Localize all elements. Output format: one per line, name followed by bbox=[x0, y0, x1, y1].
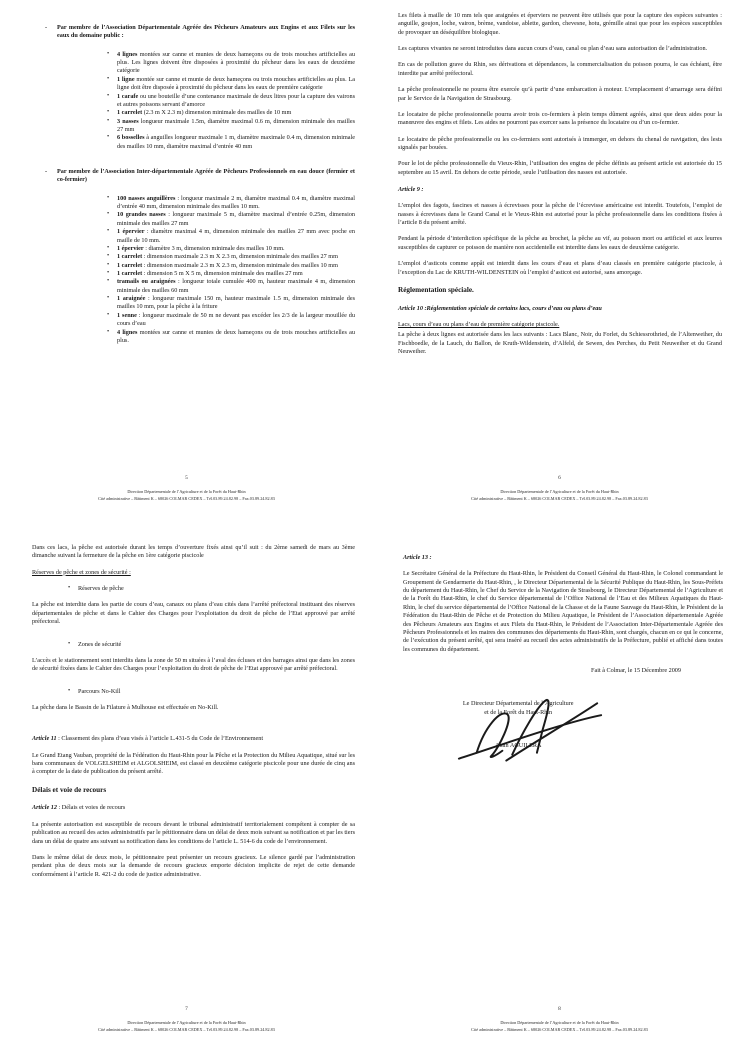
article-heading bbox=[32, 804, 355, 812]
bullet-marker: • bbox=[107, 49, 110, 57]
bullet-text: montée sur canne et munie de deux hameçons ou trois mouches artificielles au plus. La ligne doit être disposée à proximité du pêcheur dans les eaux de première catégorie bbox=[117, 75, 355, 92]
bullet-item bbox=[105, 245, 355, 253]
bullet-lead: 100 nasses anguillères bbox=[117, 194, 176, 202]
bullet-text: montées sur canne et munies de deux hameçons ou de trois mouches artificielles au plus. Les lignes doivent être disposées à proximité du pêcheur dans les eaux de deuxième catégorie bbox=[117, 50, 355, 75]
page-number: 5 bbox=[185, 475, 188, 481]
bullet-lead: 1 carafe bbox=[117, 92, 139, 100]
bullet-lead: 1 épervier bbox=[117, 244, 144, 252]
bullet-lead: 1 ligne bbox=[117, 75, 135, 83]
sub-bullet bbox=[66, 641, 355, 649]
bullet-lead: 1 carrelet bbox=[117, 261, 143, 269]
paragraph: La pêche professionnelle ne pourra être exercée qu’à partir d’une embarcation à moteur. L’emplacement d’amarrage sera défini par le Service de la Navigation de Strasbourg. bbox=[398, 86, 722, 102]
bullet-item bbox=[105, 270, 355, 278]
bullet-text: : longueur maximale de 50 m ne devant pas excéder les 2/3 de la largeur mouillée du cours d’eau bbox=[117, 311, 355, 328]
article-heading bbox=[398, 305, 722, 313]
article-title: Réglementation spéciale de certains lacs, cours d’eau ou plans d’eau bbox=[426, 304, 602, 312]
bullet-text: Parcours No-Kill bbox=[78, 687, 121, 695]
paragraph: La présente autorisation est susceptible de recours devant le tribunal administratif territorialement compétent à compter de sa publication au recueil des actes administratifs par le pétitionnaire dans un délai de deux mois suivant sa notification et par les tiers dans un délai de quatre ans suivant sa notification dans les conditions de l’article L. 514-6 du code de l’environnement. bbox=[32, 820, 355, 845]
bullet-marker: • bbox=[107, 260, 110, 268]
bullet-lead: 1 senne bbox=[117, 311, 137, 319]
bullet-text: : longueur maximale 5 m, diamètre maximal d’entrée 0.25m, dimension minimale des mailles 27 mm bbox=[117, 211, 356, 227]
bullet-text: à anguilles longueur maximale 1 m, diamètre maximale 0.4 m, dimension minimale des mailles 10 mm, diamètre maximal d’entrée 40 mm bbox=[117, 134, 356, 150]
paragraph: Les captures vivantes ne seront introduites dans aucun cours d’eau, canal ou plan d’eau sans autorisation de l’administration. bbox=[398, 45, 708, 53]
dash-text: Par membre de l’Association Inter-départementale Agréée de Pêcheurs Professionnels en eau douce (fermier et co-fermier) bbox=[57, 168, 355, 184]
bullet-lead: 1 araignée bbox=[117, 295, 146, 303]
bullet-marker: • bbox=[107, 327, 110, 335]
page-footer bbox=[0, 489, 373, 502]
page-7 bbox=[0, 531, 373, 1062]
bullet-lead: 1 carrelet bbox=[117, 269, 143, 277]
bullet-text: Zones de sécurité bbox=[78, 640, 122, 648]
bullet-lead: 1 épervier bbox=[117, 228, 145, 236]
paragraph: Le locataire de pêche professionnelle pourra avoir trois co-fermiers à plein temps dûment agréés, ainsi que deux aides pour la manœuvre des engins et filets. Les aides ne pourront pas exercer sans la présence du locataire ou d’un co-fermier. bbox=[398, 110, 722, 127]
dash-item bbox=[44, 24, 355, 41]
paragraph: Le Grand Etang Vauban, propriété de la Fédération du Haut-Rhin pour la Pêche et la Protection du Milieu Aquatique, situé sur les bans communaux de VOLGELSHEIM et ALGOLSHEIM, est classé en deuxième catégorie piscicole pour une durée de cinq ans à compter de la date de publication du présent arrêté. bbox=[32, 751, 355, 776]
bullet-lead: 6 bosselles bbox=[117, 134, 145, 142]
bullet-item bbox=[105, 278, 355, 295]
bullet-marker: • bbox=[68, 686, 71, 694]
bullet-text: (2.3 m X 2.3 m) dimension minimale des mailles de 10 mm bbox=[143, 109, 292, 117]
bullet-marker: • bbox=[107, 227, 110, 235]
bullet-lead: 4 lignes bbox=[117, 50, 138, 58]
dash-marker: - bbox=[45, 24, 48, 31]
page-number: 6 bbox=[558, 475, 561, 481]
page-5 bbox=[0, 0, 373, 531]
page-footer bbox=[0, 1020, 373, 1033]
article-heading bbox=[403, 554, 723, 562]
bullet-lead: 4 lignes bbox=[117, 328, 138, 336]
paragraph: Pendant la période d’interdiction spécifique de la pêche au brochet, la pêche au vif, au poisson mort ou artificiel et aux leurres susceptibles de capturer ce poisson de manière non accidentelle est interdite dans les eaux de deuxième catégorie. bbox=[398, 235, 722, 251]
date-line: Fait à Colmar, le 15 Décembre 2009 bbox=[591, 666, 681, 674]
page-6-content bbox=[398, 12, 722, 364]
bullet-text: Réserves de pêche bbox=[78, 585, 124, 593]
bullet-item bbox=[105, 134, 355, 151]
footer-line: Cité administrative – Bâtiment K – 68026 COLMAR CEDEX – Tél.03.89.24.82.98 – Fax.03.89.24.82.83 bbox=[98, 495, 275, 501]
bullet-text: : diamètre maximal 4 m, dimension minimale des mailles 27 mm avec poche en maille de 10 mm. bbox=[117, 228, 356, 244]
bullet-text: : longueur totale cumulée 400 m, hauteur maximale 4 m, dimension minimale des mailles 60 mm bbox=[117, 278, 355, 294]
bullet-marker: • bbox=[107, 108, 110, 116]
bullet-text: ou une bouteille d’une contenance maximale de deux litres pour la capture des vairons et autres poissons servant d’amorce bbox=[117, 92, 355, 108]
bullet-item bbox=[105, 51, 355, 76]
footer-line: Direction Départementale de l’Agriculture et de la Forêt du Haut-Rhin bbox=[127, 489, 246, 494]
signer-name: Alain AGUILERA bbox=[494, 742, 542, 750]
paragraph: L’emploi des fagots, fascines et nasses à écrevisses pour la pêche de l’écrevisse américaine est interdit. Toutefois, l’emploi de nasses à écrevisses dans le Grand Canal et le Vieux-Rhin est autorisé pour la pêche professionnelle dans les conditions fixées à l’article 8 du présent arrêté. bbox=[398, 202, 722, 227]
bullet-text: : dimension maximale 2.3 m X 2.3 m, dimension minimale des mailles 27 mm bbox=[143, 253, 338, 261]
page-7-content bbox=[32, 544, 355, 887]
article-title: : Délais et voies de recours bbox=[56, 804, 126, 812]
article-label: Article 13 : bbox=[403, 554, 432, 561]
bullet-item bbox=[105, 109, 355, 117]
bullet-marker: • bbox=[107, 91, 110, 99]
spacer bbox=[32, 720, 355, 726]
footer-line: Direction Départementale de l’Agriculture et de la Forêt du Haut-Rhin bbox=[500, 489, 619, 494]
paragraph: Dans ces lacs, la pêche est autorisée durant les temps d’ouverture fixés ainsi qu’il suit : du 2ème samedi de mars au 3ème dimanche suivant la fermeture de la pêche en 1ère catégorie piscicole bbox=[32, 544, 355, 560]
footer-line: Cité administrative – Bâtiment K – 68026 COLMAR CEDEX – Tél.03.89.24.82.98 – Fax.03.89.24.82.83 bbox=[471, 1026, 648, 1032]
footer-line: Cité administrative – Bâtiment K – 68026 COLMAR CEDEX – Tél.03.89.24.82.98 – Fax.03.89.24.82.83 bbox=[98, 1026, 275, 1032]
page-footer bbox=[373, 489, 746, 502]
paragraph: Pour le lot de pêche professionnelle du Vieux-Rhin, l’utilisation des engins de pêche définis au présent article est autorisée du 15 septembre au 15 avril. En dehors de cette période, seule l’utilisation des nasses est autorisée. bbox=[398, 160, 722, 176]
bullet-item bbox=[105, 312, 355, 329]
bullet-item bbox=[105, 329, 355, 346]
bullet-text: : longueur maximale 150 m, hauteur maximale 1.5 m, dimension minimale des mailles 10 mm, pour la pêche à la friture bbox=[117, 295, 356, 311]
footer-line: Direction Départementale de l’Agriculture et de la Forêt du Haut-Rhin bbox=[127, 1020, 246, 1025]
bullet-item bbox=[105, 211, 355, 228]
bullet-text: montées sur canne et munies de deux hameçons ou de trois mouches artificielles au plus. bbox=[117, 328, 355, 344]
page-number: 7 bbox=[185, 1006, 188, 1012]
bullet-lead: tramails ou araignées bbox=[117, 278, 176, 286]
paragraph: Les filets à maille de 10 mm tels que araignées et éperviers ne peuvent être utilisés que pour la capture des espèces suivantes : anguille, goujon, loche, vairon, brème, vandoise, ablette, gardon, chevesne, hotu, grémille ainsi que pour les espèces susceptibles de provoquer un déséquilibre biologique. bbox=[398, 12, 722, 36]
bullet-lead: 1 carrelet bbox=[117, 109, 143, 117]
paragraph: Le Secrétaire Général de la Préfecture du Haut-Rhin, le Président du Conseil Général du Haut-Rhin, le Colonel commandant le Groupement de Gendarmerie du Haut-Rhin, , le Directeur Départemental de la Sécurité Publique du Haut-Rhin, les Sous-Préfets du département du Haut-Rhin, le Chef du Service de la Navigation de Strasbourg, le Directeur Départemental de l’Agriculture et de la Forêt du Haut-Rhin, le chef du Service départemental de l’Office National de l’Eau et des Milieux Aquatiques du Haut-Rhin, le chef du service départemental de l’Office National de la Chasse et de la Faune Sauvage du Haut-Rhin, le Président de la Fédération du Haut-Rhin de Pêche et de Protection du Milieu Aquatique, le Président de l’Association départementale Agréée des Pêcheurs Amateurs aux Engins et aux Filets du Haut-Rhin, le Président de l’Association Inter-Départementale Agréée des Pêcheurs Professionnels et les maires des communes des départements du Haut-Rhin, sont chargés, chacun en ce qui le concerne, de l’exécution du présent arrêté, qui sera inséré au recueil des actes administratifs de la Préfecture, publié et affiché dans toutes les communes du département. bbox=[403, 570, 723, 653]
bullet-text: : longueur maximale 2 m, diamètre maximal 0.4 m, diamètre maximal d’entrée 40 mm, dimension minimale des mailles 10 mm. bbox=[117, 194, 355, 211]
signatory-line: Le Directeur Départemental de l’Agriculture bbox=[462, 700, 574, 708]
paragraph: Le locataire de pêche professionnelle ou les co-fermiers sont autorisés à immerger, en dehors du chenal de navigation, des lests signalés par bouées. bbox=[398, 135, 722, 151]
paragraph: La pêche est interdite dans les partie de cours d’eau, canaux ou plans d’eau cités dans l’arrêté préfectoral instituant des réserves départementales de pêche et dans le Cahier des Charges pour l’exploitation du droit de pêche de l’Etat approuvé par arrêté préfectoral. bbox=[32, 601, 355, 626]
signatory-line: et de la Forêt du Haut-Rhin bbox=[484, 708, 553, 716]
bullet-text: : dimension maximale 2.3 m X 2.3 m, dimension minimale des mailles 10 mm bbox=[143, 261, 338, 269]
bullet-marker: • bbox=[107, 74, 110, 82]
bullet-marker: • bbox=[107, 133, 110, 141]
bullet-marker: • bbox=[107, 252, 110, 260]
section-heading: Réglementation spéciale. bbox=[398, 285, 474, 294]
dash-marker: - bbox=[45, 168, 48, 176]
underlined-heading: Lacs, cours d’eau ou plans d’eau de première catégorie piscicole. bbox=[398, 320, 560, 328]
bullet-item bbox=[105, 93, 355, 110]
bullet-item bbox=[105, 195, 355, 212]
page-8 bbox=[373, 531, 746, 1062]
spacer bbox=[44, 151, 355, 168]
article-label: Article 10 : bbox=[398, 304, 427, 312]
page-number: 8 bbox=[558, 1006, 561, 1012]
sub-bullet bbox=[66, 688, 355, 696]
bullet-lead: 1 carrelet bbox=[117, 253, 143, 261]
footer-line: Direction Départementale de l’Agriculture et de la Forêt du Haut-Rhin bbox=[500, 1020, 619, 1025]
article-label: Article 11 bbox=[32, 735, 57, 743]
page-6 bbox=[373, 0, 746, 531]
article-label: Article 9 : bbox=[398, 186, 424, 194]
section-heading: Délais et voie de recours bbox=[32, 785, 107, 794]
paragraph: Dans le même délai de deux mois, le pétitionnaire peut présenter un recours gracieux. Le silence gardé par l’administration pendant plus de deux mois sur la demande de recours gracieux emporte décision implicite de rejet de cette demande conformément à l’article R. 421-2 du code de justice administrative. bbox=[32, 853, 355, 878]
article-label: Article 12 bbox=[32, 804, 57, 812]
bullet-lead: 10 grandes nasses bbox=[117, 211, 166, 219]
bullet-marker: • bbox=[107, 210, 110, 218]
bullet-marker: • bbox=[107, 193, 110, 201]
dash-item bbox=[44, 168, 355, 185]
bullet-item bbox=[105, 76, 355, 93]
paragraph: La pêche dans le Bassin de la Filature à Mulhouse est effectuée en No-Kill. bbox=[32, 703, 219, 711]
sub-bullet bbox=[66, 585, 355, 593]
bullet-item bbox=[105, 295, 355, 312]
footer-line: Cité administrative – Bâtiment K – 68026 COLMAR CEDEX – Tél.03.89.24.82.98 – Fax.03.89.24.82.83 bbox=[471, 495, 648, 501]
paragraph: En cas de pollution grave du Rhin, ses dérivations et dépendances, la commercialisation du poisson pourra, le cas échéant, être interdite par arrêté préfectoral. bbox=[398, 61, 722, 77]
bullet-marker: • bbox=[107, 116, 110, 124]
bullet-marker: • bbox=[107, 310, 110, 318]
bullet-marker: • bbox=[68, 639, 71, 647]
page-footer bbox=[373, 1020, 746, 1033]
paragraph: La pêche à deux lignes est autorisée dans les lacs suivants : Lacs Blanc, Noir, du Forlet, du Schiessrothried, de l’Altenweiher, du Fischboedle, de la Lauch, du Ballon, de Kruth-Wildenstein, d’Alfeld, de Sewen, des Perches, du Petit Neuweiher et du Grand Neuweiher. bbox=[398, 331, 722, 356]
page-5-content bbox=[44, 24, 355, 345]
page-8-content bbox=[403, 545, 723, 750]
bullet-marker: • bbox=[107, 294, 110, 302]
bullet-marker: • bbox=[107, 243, 110, 251]
dash-text: Par membre de l’Association Départementale Agréée des Pêcheurs Amateurs aux Engins et aux Filets sur les eaux du domaine public : bbox=[57, 24, 355, 40]
bullet-item bbox=[105, 228, 355, 245]
underlined-heading: Réserves de pêche et zones de sécurité : bbox=[32, 568, 131, 576]
paragraph: L’accès et le stationnement sont interdits dans la zone de 50 m situées à l’aval des écluses et des barrages ainsi que dans les zones de sécurité fixées dans le Cahier des Charges pour l’exploitation du droit de pêche de l’Etat approuvé par arrêté préfectoral. bbox=[32, 656, 355, 673]
bullet-item bbox=[105, 262, 355, 270]
bullet-marker: • bbox=[107, 268, 110, 276]
bullet-marker: • bbox=[68, 584, 71, 592]
paragraph: L’emploi d’asticots comme appât est interdit dans les cours d’eau et plans d’eau classés en première catégorie piscicole, à l’exception du Lac de KRUTH-WILDENSTEIN où l’emploi d’asticot est autorisé, sans amorçage. bbox=[398, 260, 722, 276]
bullet-text: : dimension 5 m X 5 m, dimension minimale des mailles 27 mm bbox=[143, 269, 303, 277]
bullet-lead: 3 nasses bbox=[117, 117, 139, 125]
bullet-marker: • bbox=[107, 277, 110, 285]
bullet-item bbox=[105, 118, 355, 135]
bullet-text: : diamètre 3 m, dimension minimale des mailles 10 mm. bbox=[145, 244, 285, 252]
bullet-text: longueur maximale 1.5m, diamètre maximal 0.6 m, dimension minimale des mailles 27 mm bbox=[117, 117, 355, 133]
article-heading bbox=[32, 735, 355, 743]
bullet-item bbox=[105, 253, 355, 261]
article-title: : Classement des plans d’eau visés à l’article L.431-5 du Code de l’Environnement bbox=[56, 735, 264, 743]
article-heading bbox=[398, 186, 722, 194]
